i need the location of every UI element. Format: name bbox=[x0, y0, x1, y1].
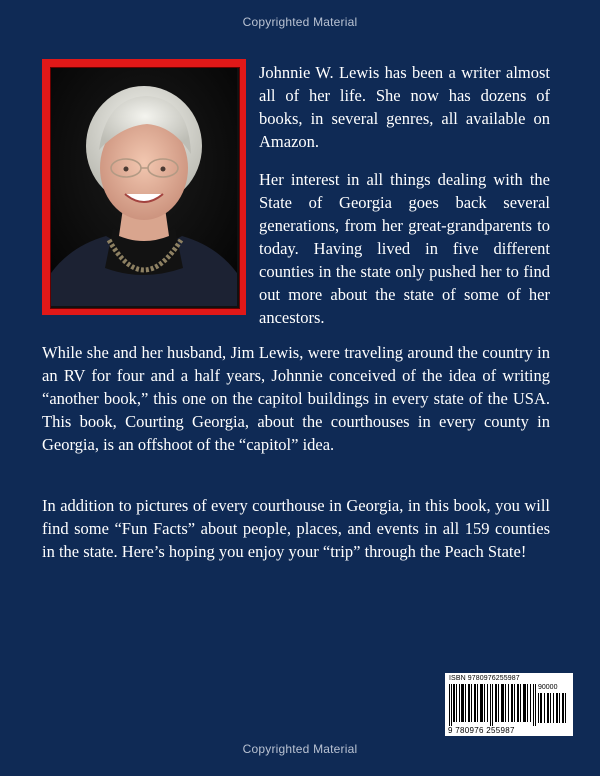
isbn-barcode bbox=[445, 673, 573, 736]
copyright-watermark-bottom: Copyrighted Material bbox=[242, 742, 358, 756]
bio-paragraph-2: Her interest in all things dealing with the State of Georgia goes back several generations, from her great-grandparents to today. Having lived in five different counties in the state only pushed her to find out more about the state of some of her ancestors. bbox=[259, 170, 550, 327]
author-portrait-icon bbox=[50, 67, 240, 309]
isbn-text: ISBN 9780976255987 bbox=[449, 675, 520, 682]
addon-barcode-icon bbox=[538, 693, 568, 723]
bio-paragraph-4: In addition to pictures of every courthouse in Georgia, in this book, you will find some “Fun Facts” about people, places, and events in all 159 counties in the state. Here’s hoping you enjoy your “trip” through the Peach State! bbox=[42, 496, 550, 561]
author-photo-frame bbox=[42, 59, 246, 315]
ean-barcode-icon bbox=[449, 684, 537, 726]
barcode-digits: 9 780976 255987 bbox=[448, 726, 515, 735]
bio-paragraph-3: While she and her husband, Jim Lewis, were traveling around the country in an RV for four and a half years, Johnnie conceived of the idea of writing “another book,” this one on the capitol buildings in every state of the USA. This book, Courting Georgia, about the courthouses in every county in Georgia, is an offshoot of the “capitol” idea. bbox=[42, 343, 550, 454]
bio-paragraph-1: Johnnie W. Lewis has been a writer almost all of her life. She now has dozens of books, in several genres, all available on Amazon. bbox=[259, 63, 550, 151]
price-code: 90000 bbox=[538, 684, 558, 691]
copyright-watermark-top: Copyrighted Material bbox=[242, 15, 358, 29]
